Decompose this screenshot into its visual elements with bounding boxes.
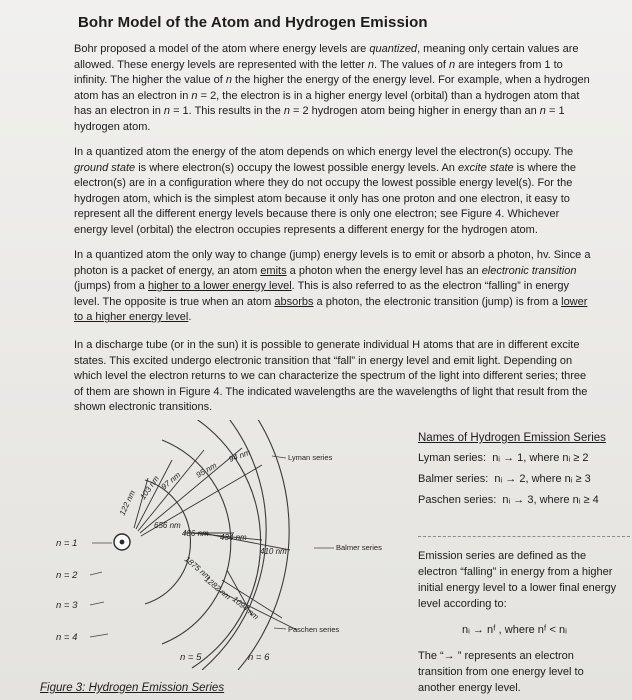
- paschen-series-row: Paschen series: nᵢ → 3, where nᵢ ≥ 4: [418, 494, 599, 506]
- wl-balmer-410: 410 nm: [260, 547, 287, 556]
- label-paschen-series: Paschen series: [288, 625, 340, 634]
- emission-series-definition: Emission series are defined as the electron “falling” in energy from a higher initial energy level to a lower final energy level according to:: [418, 550, 617, 610]
- label-n5: n = 5: [180, 652, 202, 663]
- label-n4: n = 4: [56, 632, 78, 643]
- paragraph-photon-emission: In a quantized atom the only way to change (jump) energy levels is to emit or absorb a photon, hv. Since a photon is a packet of energy, an atom emits a photon when the energy level has an electronic transition (jumps) from a higher to a lower energy level. This is also referred to as the electron “falling” in energy level. The opposite is true when an atom absorbs a photon, the electronic transition (jump) is from a lower to a higher energy level.: [74, 249, 591, 324]
- label-n3: n = 3: [56, 600, 78, 611]
- wl-lyman-122: 122 nm: [117, 488, 138, 517]
- label-n2: n = 2: [56, 570, 78, 581]
- wl-lyman-95: 95 nm: [194, 460, 219, 480]
- arrow-note: The “→ ” represents an electron transition from one energy level to another energy level.: [418, 650, 584, 694]
- series-names-box: [418, 432, 628, 513]
- label-balmer-series: Balmer series: [336, 543, 382, 552]
- orbit-n4: [192, 420, 261, 668]
- series-names-title: Names of Hydrogen Emission Series: [418, 432, 606, 444]
- wl-lyman-103: 103 nm: [138, 474, 161, 502]
- label-n6: n = 6: [248, 652, 270, 663]
- wl-paschen-1282: 1282 nm: [202, 574, 233, 602]
- balmer-series-row: Balmer series: nᵢ → 2, where nᵢ ≥ 3: [418, 473, 591, 485]
- wl-balmer-434: 434 nm: [220, 533, 247, 542]
- wl-paschen-1094: 1094 nm: [230, 594, 261, 622]
- wl-balmer-486: 486 nm: [182, 529, 209, 538]
- paragraph-discharge-tube: In a discharge tube (or in the sun) it is possible to generate individual H atoms that are in different excite states. This excited undergo electronic transition that “fall” in energy level and emit light. Depending on which level the electron returns to we can characterize the spectrum of the light into different series; three of them are shown in Figure 4. The indicated wavelengths are the wavelengths of light that result from the shown electronic transitions.: [74, 339, 588, 414]
- wl-paschen-1875: 1875 nm: [182, 554, 213, 582]
- figure-caption: Figure 3: Hydrogen Emission Series: [40, 682, 225, 694]
- hydrogen-emission-diagram: [52, 420, 412, 670]
- wl-lyman-97: 97 nm: [159, 470, 183, 492]
- divider: [418, 536, 630, 537]
- page-title: Bohr Model of the Atom and Hydrogen Emission: [78, 14, 428, 31]
- label-lyman-series: Lyman series: [288, 453, 333, 462]
- wl-lyman-94: 94 nm: [227, 447, 252, 464]
- paragraph-quantized-levels: Bohr proposed a model of the atom where energy levels are quantized, meaning only certain values are allowed. These energy levels are represented with the letter n. The values of n are integers from 1 to infinity. The higher the value of n the higher the energy of the energy level. For example, when a hydrogen atom has an electron in n = 2, the electron is in a higher energy level (orbital) than a hydrogen atom that has an electron in n = 1. This results in the n = 2 hydrogen atom being higher in energy than an n = 1 hydrogen atom.: [74, 43, 590, 133]
- paragraph-ground-excited-state: In a quantized atom the energy of the atom depends on which energy level the electron(s) occupy. The ground state is where electron(s) occupy the lowest possible energy levels. An excite state is where the electron(s) are in a configuration where they do not occupy the lowest possible energy level(s). For the hydrogen atom, which is the simplest atom because it only has one proton and one electron, it easy to represent all the different energy levels because there is only one electron; see Figure 4. Whichever energy level (orbital) the electron occupies represents a different energy for the hydrogen atom.: [74, 146, 576, 236]
- label-n1: n = 1: [56, 538, 78, 549]
- transition-rule: nᵢ → nᶠ , where nᶠ < nᵢ: [462, 624, 567, 636]
- wl-balmer-656: 656 nm: [154, 521, 181, 530]
- lyman-series-row: Lyman series: nᵢ → 1, where nᵢ ≥ 2: [418, 452, 589, 464]
